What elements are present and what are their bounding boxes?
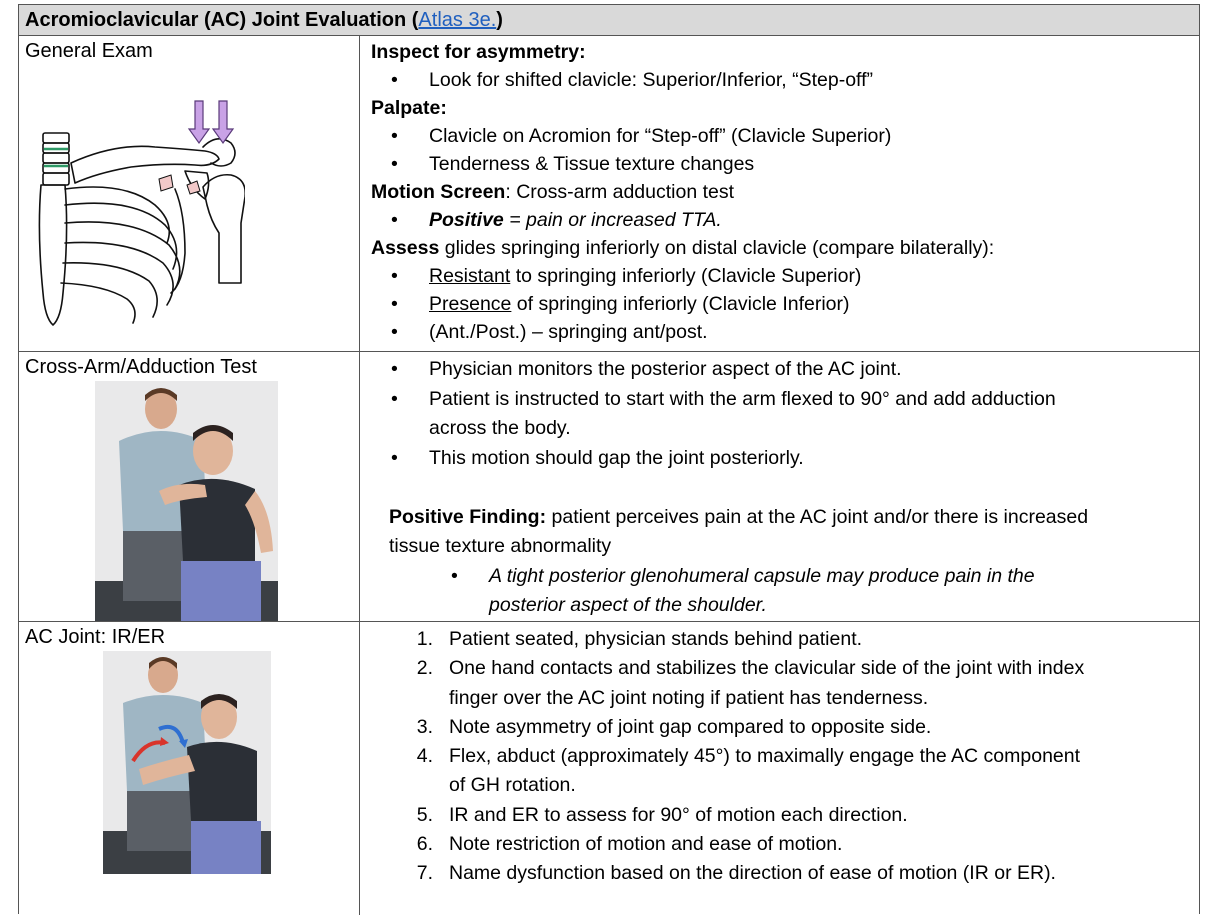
title-text: Acromioclavicular (AC) Joint Evaluation ( (25, 9, 419, 31)
step-text: finger over the AC joint noting if patient has tenderness. (449, 686, 929, 709)
step-number: 2. (416, 657, 433, 680)
general-exam-content (371, 38, 1191, 346)
positive-text: = pain or increased TTA. (503, 209, 722, 231)
bullet: • (451, 564, 458, 587)
list-item (371, 385, 1191, 415)
step-number: 5. (416, 803, 433, 826)
list-item-note-continued (371, 591, 1191, 621)
row-divider-2 (19, 621, 1199, 622)
step-text: of GH rotation. (449, 774, 576, 797)
rib-6 (61, 283, 135, 323)
step-text: Flex, abduct (approximately 45°) to maximally engage the AC component (449, 745, 1081, 768)
bullet-text: Look for shifted clavicle: Superior/Inferior, “Step-off” (429, 69, 874, 91)
bullet-text: This motion should gap the joint posteriorly. (429, 446, 804, 469)
motion-screen-label: Motion Screen (371, 181, 506, 203)
step-number: 3. (416, 715, 433, 738)
evaluation-table (18, 4, 1200, 914)
bullet: • (391, 293, 398, 315)
heading-assess (371, 234, 1191, 262)
list-item (371, 444, 1191, 474)
note-text: A tight posterior glenohumeral capsule may produce pain in the (489, 564, 1035, 587)
bullet: • (391, 321, 398, 343)
bullet-text: Patient is instructed to start with the arm flexed to 90° and add adduction (429, 387, 1056, 410)
ac-cartilage-1 (159, 175, 173, 191)
vertebra-5 (43, 173, 69, 185)
step-text: Patient seated, physician stands behind patient. (449, 628, 863, 650)
pressure-arrows (189, 101, 233, 143)
positive-finding-text: patient perceives pain at the AC joint and/or there is increased (546, 505, 1089, 528)
step-number: 4. (416, 745, 433, 768)
step-number: 6. (416, 833, 433, 856)
step-item (371, 742, 1191, 771)
list-item-continued (371, 414, 1191, 444)
list-item (371, 355, 1191, 385)
step-item-continued (371, 771, 1191, 800)
presence-text: of springing inferiorly (Clavicle Inferior) (511, 293, 850, 315)
note-text: posterior aspect of the shoulder. (489, 594, 767, 616)
bullet-text: (Ant./Post.) – springing ant/post. (429, 321, 708, 343)
patient-tank (187, 742, 257, 821)
step-item (371, 830, 1191, 859)
acromion (203, 139, 235, 166)
step-item (371, 801, 1191, 830)
scapula-edge (171, 189, 185, 293)
table-title (19, 5, 1199, 36)
vertebra-1 (43, 133, 69, 143)
step-number: 7. (416, 862, 433, 885)
atlas-link[interactable]: Atlas 3e. (418, 9, 497, 31)
sternum (39, 185, 66, 325)
heading-inspect: Inspect for asymmetry: (371, 41, 586, 63)
title-tail: ) (496, 9, 503, 31)
ac-cartilage-2 (187, 181, 200, 194)
step-text: Note asymmetry of joint gap compared to opposite side. (449, 715, 932, 738)
row-divider-1 (19, 351, 1199, 352)
bullet: • (391, 265, 398, 287)
positive-finding-continued: tissue texture abnormality (389, 535, 612, 557)
row-label-cross-arm: Cross-Arm/Adduction Test (25, 356, 257, 378)
list-item (371, 290, 1191, 318)
humerus (203, 175, 245, 283)
vertebra-4 (43, 163, 69, 173)
arrow-down-icon-left (189, 101, 209, 143)
vertebra-3 (43, 153, 69, 163)
resistant-text: to springing inferiorly (Clavicle Superior) (510, 265, 862, 287)
patient-pants (191, 821, 261, 874)
positive-finding-label: Positive Finding: (389, 505, 547, 528)
heading-palpate: Palpate: (371, 97, 447, 119)
ir-er-test-photo (103, 651, 271, 874)
motion-screen-text: : Cross-arm adduction test (505, 181, 735, 203)
step-text: One hand contacts and stabilizes the clavicular side of the joint with index (449, 657, 1085, 680)
spacer (371, 473, 1191, 503)
step-item-continued (371, 684, 1191, 713)
clavicle (71, 146, 219, 183)
list-item (371, 318, 1191, 346)
cross-arm-test-photo (95, 381, 278, 621)
list-item (371, 206, 1191, 234)
step-item (371, 713, 1191, 742)
step-text: IR and ER to assess for 90° of motion each direction. (449, 803, 908, 826)
bullet-text: across the body. (429, 417, 571, 439)
bullet-text: Tenderness & Tissue texture changes (429, 153, 755, 175)
list-item-note (371, 562, 1191, 592)
positive-label: Positive (429, 209, 504, 231)
list-item (371, 66, 1191, 94)
list-item (371, 150, 1191, 178)
bullet-text (429, 206, 722, 234)
bullet: • (391, 125, 398, 147)
step-item (371, 859, 1191, 888)
resistant-term: Resistant (429, 265, 511, 287)
list-item (371, 122, 1191, 150)
list-item (371, 262, 1191, 290)
column-divider (359, 36, 360, 915)
step-item (371, 625, 1191, 654)
patient-pants (181, 561, 261, 621)
assess-text: glides springing inferiorly on distal clavicle (compare bilaterally): (439, 237, 995, 259)
step-text: Note restriction of motion and ease of motion. (449, 833, 843, 856)
bullet-text (429, 262, 861, 290)
positive-finding (371, 503, 1191, 533)
arrow-down-icon-right (213, 101, 233, 143)
rib-5 (63, 263, 157, 317)
assess-label: Assess (371, 237, 440, 259)
step-number: 1. (416, 628, 433, 650)
bullet: • (391, 69, 398, 91)
row-label-general-exam: General Exam (25, 40, 153, 62)
bullet-text (429, 290, 850, 318)
step-text: Name dysfunction based on the direction of ease of motion (IR or ER). (449, 862, 1056, 885)
bullet-text: Clavicle on Acromion for “Step-off” (Clavicle Superior) (429, 125, 892, 147)
presence-term: Presence (429, 293, 512, 315)
rib-3 (65, 222, 180, 289)
shoulder-anatomy-illustration (35, 93, 245, 329)
row-label-ac-joint-ir-er: AC Joint: IR/ER (25, 626, 166, 648)
bullet: • (391, 358, 398, 380)
bullet: • (391, 209, 398, 231)
cross-arm-content (371, 355, 1191, 621)
bullet: • (391, 387, 398, 410)
bullet: • (391, 153, 398, 175)
ir-er-steps (371, 625, 1191, 889)
bullet: • (391, 446, 398, 469)
bullet-text: Physician monitors the posterior aspect of the AC joint. (429, 358, 902, 380)
rib-2 (65, 203, 177, 269)
step-item (371, 654, 1191, 683)
heading-motion-screen (371, 178, 1191, 206)
